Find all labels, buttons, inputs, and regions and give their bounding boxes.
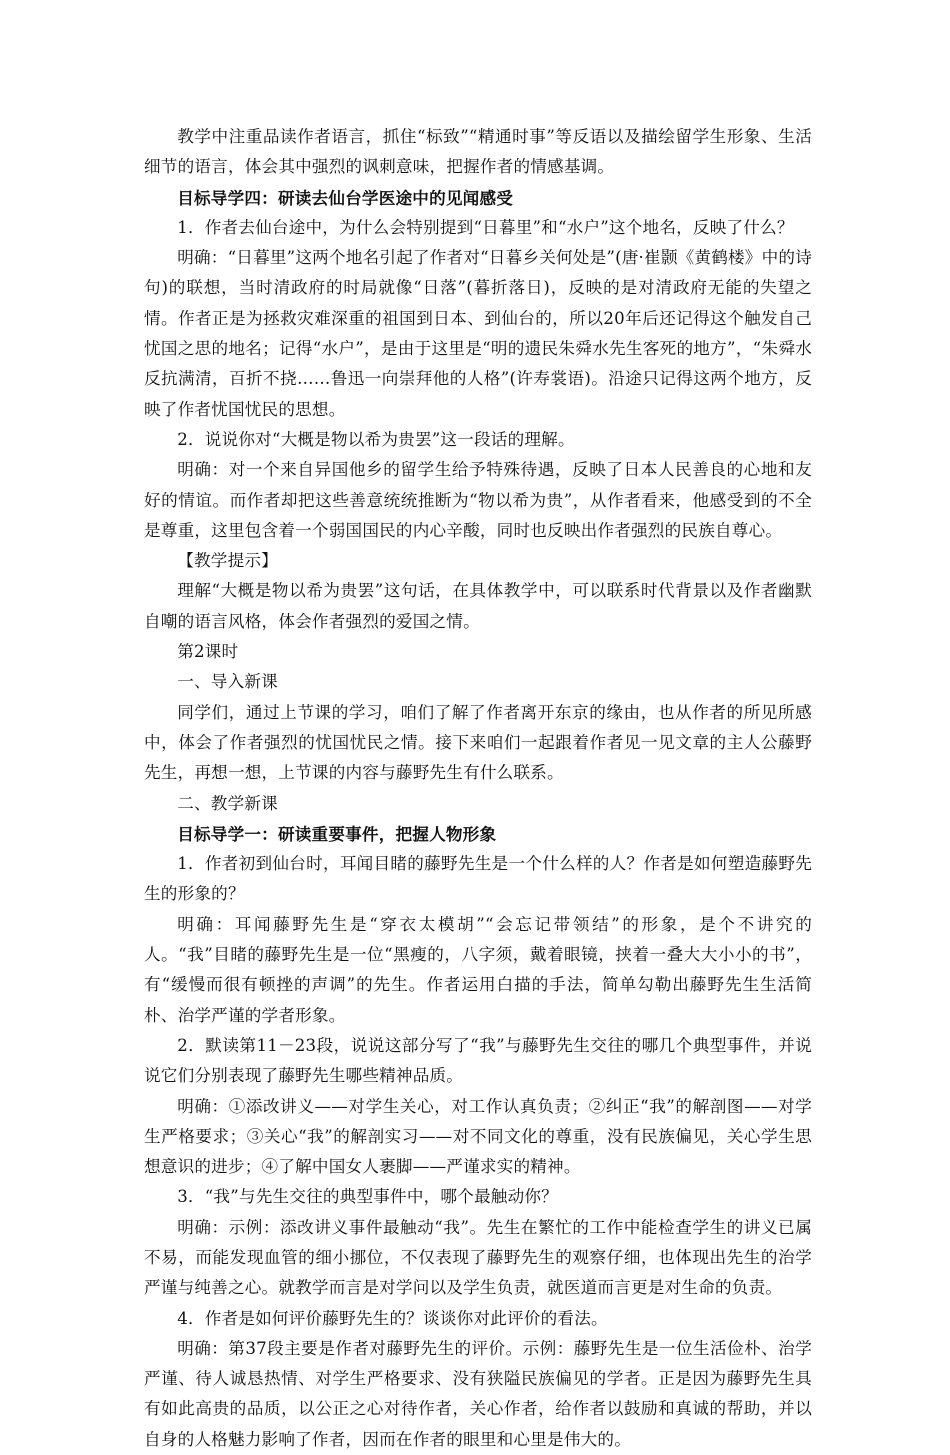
section-intro-text: 同学们，通过上节课的学习，咱们了解了作者离开东京的缘由，也从作者的所见所感中，体会了作者强烈的忧国忧民之情。接下来咱们一起跟着作者见一见文章的主人公藤野先生，再想一想，上节课的内容与藤野先生有什么联系。	[144, 702, 812, 783]
lesson2-answer-1: 明确：耳闻藤野先生是“穿衣太模胡”“会忘记带领结”的形象，是个不讲究的人。“我”目睹的藤野先生是一位“黑瘦的，八字须，戴着眼镜，挟着一叠大大小小的书”，有“缓慢而很有顿挫的声调”的先生。作者运用白描的手法，简单勾勒出藤野先生生活简朴、治学严谨的学者形象。	[144, 914, 812, 1025]
section-heading-goal-4: 目标导学四：研读去仙台学医途中的见闻感受	[177, 187, 514, 208]
question-1: 1．作者去仙台途中，为什么会特别提到“日暮里”和“水户”这个地名，反映了什么？	[177, 217, 794, 237]
teaching-tip-text: 理解“大概是物以希为贵罢”这句话，在具体教学中，可以联系时代背景以及作者幽默自嘲的语言风格，体会作者强烈的爱国之情。	[144, 581, 812, 631]
section-new-lesson-title: 二、教学新课	[177, 793, 278, 813]
lesson2-answer-3: 明确：示例：添改讲义事件最触动“我”。先生在繁忙的工作中能检查学生的讲义已属不易，而能发现血管的细小挪位，不仅表现了藤野先生的观察仔细，也体现出先生的治学严谨与纯善之心。就教学而言是对学问以及学生负责，就医道而言更是对生命的负责。	[144, 1217, 812, 1298]
answer-2: 明确：对一个来自异国他乡的留学生给予特殊待遇，反映了日本人民善良的心地和友好的情谊。而作者却把这些善意统统推断为“物以希为贵”，从作者看来，他感受到的不全是尊重，这里包含着一个弱国国民的内心辛酸，同时也反映出作者强烈的民族自尊心。	[144, 460, 812, 540]
document-page	[144, 122, 812, 1455]
lesson-2-title: 第2课时	[177, 642, 239, 662]
lesson2-answer-2: 明确：①添改讲义——对学生关心，对工作认真负责；②纠正“我”的解剖图——对学生严格要求；③关心“我”的解剖实习——对不同文化的尊重，没有民族偏见，关心学生思想意识的进步；④了解中国女人裹脚——严谨求实的精神。	[144, 1096, 812, 1177]
answer-1: 明确：“日暮里”这两个地名引起了作者对“日暮乡关何处是”(唐·崔颢《黄鹤楼》中的诗句)的联想，当时清政府的时局就像“日落”(暮折落日)，反映的是对清政府无能的失望之情。作者正是为拯救灾难深重的祖国到日本、到仙台的，所以20年后还记得这个触发自己忧国之思的地名；记得“水户”，是由于这里是“明的遗民朱舜水先生客死的地方”，“朱舜水反抗满清，百折不挠……鲁迅一向崇拜他的人格”(许寿裳语)。沿途只记得这两个地方，反映了作者忧国忧民的思想。	[144, 248, 812, 419]
paragraph-intro-hint: 教学中注重品读作者语言，抓住“标致”“精通时事”等反语以及描绘留学生形象、生活细节的语言，体会其中强烈的讽刺意味，把握作者的情感基调。	[144, 127, 812, 177]
lesson2-answer-4: 明确：第37段主要是作者对藤野先生的评价。示例：藤野先生是一位生活俭朴、治学严谨、待人诚恳热情、对学生严格要求、没有狭隘民族偏见的学者。正是因为藤野先生具有如此高贵的品质，以公正之心对待作者，关心作者，给作者以鼓励和真诚的帮助，并以自身的人格魅力影响了作者，因而在作者的眼里和心里是伟大的。	[144, 1338, 812, 1449]
lesson2-question-4: 4．作者是如何评价藤野先生的？谈谈你对此评价的看法。	[177, 1308, 608, 1328]
section-intro-title: 一、导入新课	[177, 672, 278, 692]
lesson2-question-3: 3．“我”与先生交往的典型事件中，哪个最触动你？	[177, 1187, 558, 1207]
lesson2-question-2: 2．默读第11－23段，说说这部分写了“我”与藤野先生交往的哪几个典型事件，并说说它们分别表现了藤野先生哪些精神品质。	[144, 1035, 812, 1086]
section-heading-goal-1: 目标导学一：研读重要事件，把握人物形象	[177, 823, 497, 844]
teaching-tip-label: 【教学提示】	[177, 551, 278, 571]
question-2: 2．说说你对“大概是物以希为贵罢”这一段话的理解。	[177, 429, 575, 449]
lesson2-question-1: 1．作者初到仙台时，耳闻目睹的藤野先生是一个什么样的人？作者是如何塑造藤野先生的形象的？	[144, 854, 812, 904]
